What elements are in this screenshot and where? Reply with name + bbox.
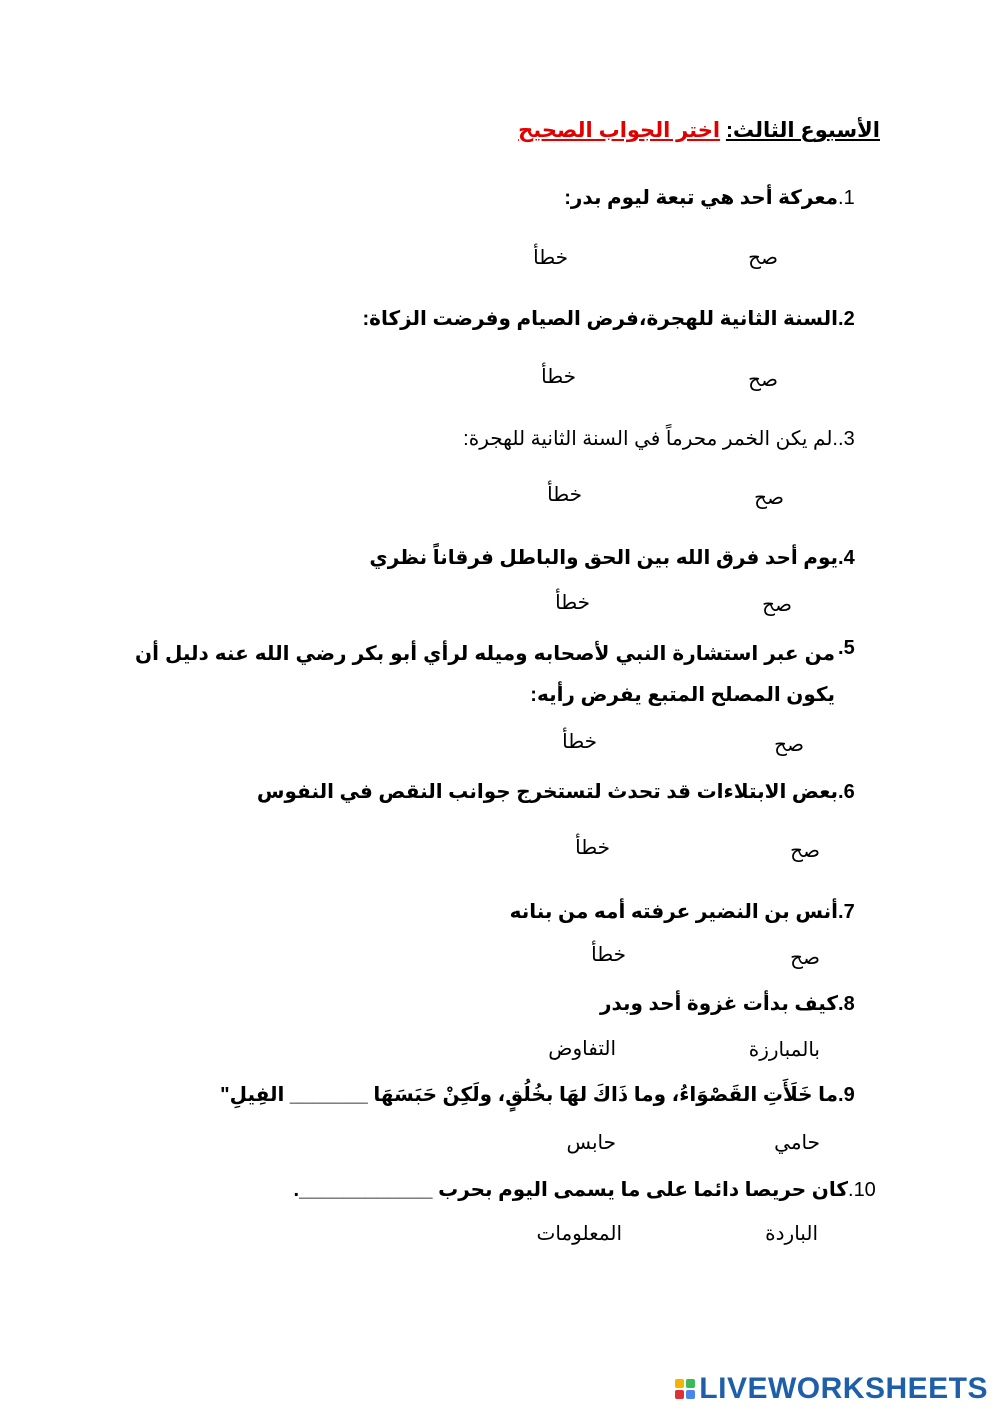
question-text: يوم أحد فرق الله بين الحق والباطل فرقاناً نظري: [369, 547, 838, 569]
question-5: من عبر استشارة النبي لأصحابه وميله لرأي أبو بكر رضي الله عنه دليل أن يكون المصلح المتبع يفرض رأيه:: [135, 643, 835, 706]
option-false[interactable]: خطأ: [555, 592, 590, 614]
question-text: كان حريصا دائما على ما يسمى اليوم بحرب ____________.: [293, 1179, 848, 1201]
question-text: .لم يكن الخمر محرماً في السنة الثانية للهجرة:: [463, 428, 838, 450]
logo-squares-icon: [675, 1379, 695, 1399]
question-number: 9.: [838, 1084, 855, 1106]
option-b[interactable]: المعلومات: [536, 1223, 622, 1245]
question-3: [463, 426, 866, 451]
question-text: السنة الثانية للهجرة،فرض الصيام وفرضت الزكاة:: [362, 308, 838, 330]
option-false[interactable]: خطأ: [533, 247, 568, 269]
worksheet-title: [518, 118, 880, 143]
question-2: [363, 306, 867, 331]
option-true[interactable]: صح: [790, 947, 820, 969]
question-text: معركة أحد هي تبعة ليوم بدر:: [564, 187, 838, 209]
liveworksheets-logo: [675, 1372, 988, 1406]
instruction-text: اختر الجواب الصحيح: [518, 119, 721, 142]
question-5-number: 5.: [838, 637, 855, 659]
option-false[interactable]: خطأ: [591, 944, 626, 966]
question-text: أنس بن النضير عرفته أمه من بنانه: [509, 901, 838, 923]
question-text: كيف بدأت غزوة أحد وبدر: [599, 993, 838, 1015]
option-false[interactable]: خطأ: [547, 484, 582, 506]
option-b[interactable]: التفاوض: [548, 1038, 616, 1060]
question-text: بعض الابتلاءات قد تحدث لتستخرج جوانب النقص في النفوس: [256, 781, 838, 803]
question-number: 6.: [838, 781, 855, 803]
question-9: [220, 1082, 866, 1107]
option-true[interactable]: صح: [790, 840, 820, 862]
week-label: الأسبوع الثالث:: [725, 119, 880, 142]
option-true[interactable]: صح: [748, 369, 778, 391]
question-10: [294, 1177, 880, 1202]
option-b[interactable]: حابس: [566, 1132, 616, 1154]
question-number: 2.: [838, 308, 855, 330]
option-true[interactable]: صح: [774, 734, 804, 756]
question-4: [369, 545, 866, 570]
option-a[interactable]: حامي: [774, 1132, 820, 1154]
question-7: [510, 899, 866, 924]
question-text: ما خَلَأَتِ القَصْوَاءُ، وما ذَاكَ لهَا بخُلُقٍ، ولَكِنْ حَبَسَهَا _______ الفِيلِ": [220, 1084, 838, 1106]
question-number: 1.: [838, 187, 855, 209]
option-a[interactable]: بالمبارزة: [748, 1039, 820, 1061]
question-number: 10.: [848, 1179, 876, 1201]
option-false[interactable]: خطأ: [562, 731, 597, 753]
question-6: [257, 779, 866, 804]
option-true[interactable]: صح: [754, 487, 784, 509]
question-8: [600, 991, 866, 1016]
question-number: 4.: [838, 547, 855, 569]
option-false[interactable]: خطأ: [541, 366, 576, 388]
question-number: 3.: [838, 428, 855, 450]
question-number: 7.: [838, 901, 855, 923]
brand-text: LIVEWORKSHEETS: [699, 1372, 988, 1405]
option-a[interactable]: الباردة: [765, 1223, 818, 1245]
option-true[interactable]: صح: [762, 594, 792, 616]
question-number: 8.: [838, 993, 855, 1015]
option-false[interactable]: خطأ: [575, 837, 610, 859]
option-true[interactable]: صح: [748, 247, 778, 269]
question-1: [564, 185, 866, 210]
